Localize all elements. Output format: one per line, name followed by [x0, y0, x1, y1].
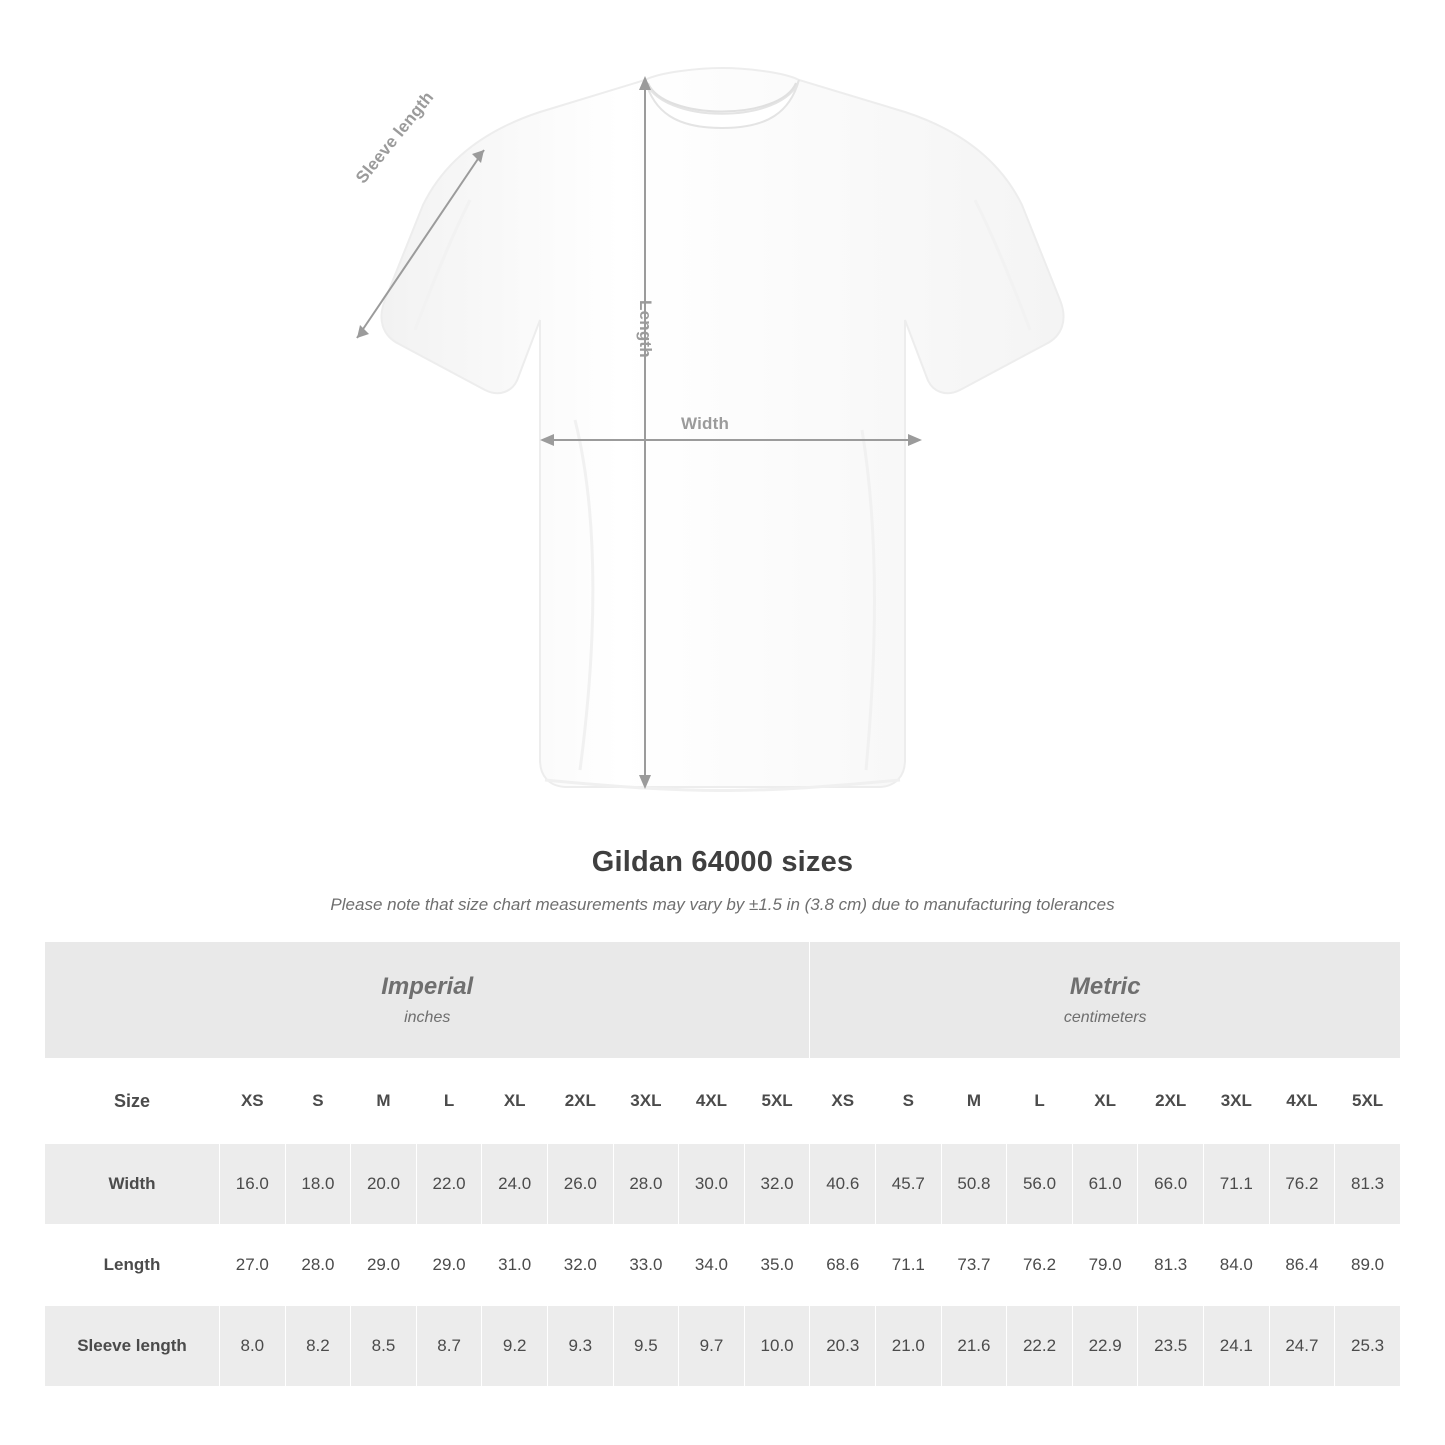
cell-length-14: 81.3	[1138, 1225, 1204, 1306]
size-header-row	[45, 1059, 1401, 1144]
cell-sleeve-15: 24.1	[1204, 1306, 1270, 1387]
cell-width-6: 28.0	[613, 1144, 679, 1225]
cell-width-4: 24.0	[482, 1144, 548, 1225]
cell-width-2: 20.0	[351, 1144, 417, 1225]
unit-metric-cell	[810, 942, 1401, 1059]
unit-imperial-cell	[45, 942, 810, 1059]
table-row	[45, 1144, 1401, 1225]
cell-width-15: 71.1	[1204, 1144, 1270, 1225]
unit-imperial-sub: inches	[404, 1009, 451, 1026]
header-col-s-imperial: S	[285, 1059, 351, 1144]
unit-metric-sub: centimeters	[1063, 1009, 1147, 1026]
header-col-4xl-imperial: 4XL	[679, 1059, 745, 1144]
cell-sleeve-17: 25.3	[1335, 1306, 1401, 1387]
cell-width-12: 56.0	[1007, 1144, 1073, 1225]
cell-length-13: 79.0	[1072, 1225, 1138, 1306]
cell-sleeve-9: 20.3	[810, 1306, 876, 1387]
header-col-5xl-metric: 5XL	[1335, 1059, 1401, 1144]
cell-sleeve-5: 9.3	[547, 1306, 613, 1387]
header-col-l-metric: L	[1007, 1059, 1073, 1144]
unit-header-row	[45, 942, 1401, 1059]
page-title: Gildan 64000 sizes	[591, 846, 854, 878]
header-col-l-imperial: L	[416, 1059, 482, 1144]
annotation-length: Length	[636, 300, 655, 358]
header-col-2xl-metric: 2XL	[1138, 1059, 1204, 1144]
cell-length-3: 29.0	[416, 1225, 482, 1306]
cell-width-13: 61.0	[1072, 1144, 1138, 1225]
cell-length-1: 28.0	[285, 1225, 351, 1306]
cell-sleeve-14: 23.5	[1138, 1306, 1204, 1387]
cell-width-7: 30.0	[679, 1144, 745, 1225]
cell-sleeve-4: 9.2	[482, 1306, 548, 1387]
measurement-note: Please note that size chart measurements may vary by ±1.5 in (3.8 cm) due to manufacturing tolerances	[330, 895, 1115, 914]
cell-length-6: 33.0	[613, 1225, 679, 1306]
annotation-sleeve-length: Sleeve length	[352, 87, 438, 187]
header-col-xs-imperial: XS	[220, 1059, 286, 1144]
cell-sleeve-0: 8.0	[220, 1306, 286, 1387]
header-col-5xl-imperial: 5XL	[744, 1059, 810, 1144]
row-label-width: Width	[45, 1144, 220, 1225]
cell-sleeve-16: 24.7	[1269, 1306, 1335, 1387]
cell-sleeve-6: 9.5	[613, 1306, 679, 1387]
cell-sleeve-3: 8.7	[416, 1306, 482, 1387]
header-col-xl-metric: XL	[1072, 1059, 1138, 1144]
header-col-s-metric: S	[876, 1059, 942, 1144]
cell-length-11: 73.7	[941, 1225, 1007, 1306]
unit-imperial-name: Imperial	[381, 973, 474, 1000]
table-row	[45, 1225, 1401, 1306]
cell-length-7: 34.0	[679, 1225, 745, 1306]
cell-width-1: 18.0	[285, 1144, 351, 1225]
row-label-sleeve-length: Sleeve length	[45, 1306, 220, 1387]
cell-sleeve-12: 22.2	[1007, 1306, 1073, 1387]
header-col-2xl-imperial: 2XL	[547, 1059, 613, 1144]
cell-width-16: 76.2	[1269, 1144, 1335, 1225]
unit-metric-name: Metric	[1069, 973, 1141, 1000]
cell-sleeve-7: 9.7	[679, 1306, 745, 1387]
cell-width-3: 22.0	[416, 1144, 482, 1225]
cell-width-11: 50.8	[941, 1144, 1007, 1225]
header-col-m-metric: M	[941, 1059, 1007, 1144]
cell-sleeve-8: 10.0	[744, 1306, 810, 1387]
cell-width-10: 45.7	[876, 1144, 942, 1225]
header-size-label: Size	[45, 1059, 220, 1144]
cell-length-8: 35.0	[744, 1225, 810, 1306]
size-table	[44, 941, 1401, 1387]
cell-length-16: 86.4	[1269, 1225, 1335, 1306]
cell-width-9: 40.6	[810, 1144, 876, 1225]
row-label-length: Length	[45, 1225, 220, 1306]
header-col-m-imperial: M	[351, 1059, 417, 1144]
title-block	[0, 846, 1445, 915]
cell-length-5: 32.0	[547, 1225, 613, 1306]
header-col-3xl-imperial: 3XL	[613, 1059, 679, 1144]
header-col-3xl-metric: 3XL	[1204, 1059, 1270, 1144]
cell-width-5: 26.0	[547, 1144, 613, 1225]
cell-length-15: 84.0	[1204, 1225, 1270, 1306]
size-table-wrapper	[44, 941, 1401, 1387]
cell-length-9: 68.6	[810, 1225, 876, 1306]
cell-width-14: 66.0	[1138, 1144, 1204, 1225]
cell-sleeve-13: 22.9	[1072, 1306, 1138, 1387]
header-col-4xl-metric: 4XL	[1269, 1059, 1335, 1144]
cell-width-17: 81.3	[1335, 1144, 1401, 1225]
header-col-xl-imperial: XL	[482, 1059, 548, 1144]
cell-length-0: 27.0	[220, 1225, 286, 1306]
table-row	[45, 1306, 1401, 1387]
header-col-xs-metric: XS	[810, 1059, 876, 1144]
cell-sleeve-2: 8.5	[351, 1306, 417, 1387]
cell-length-2: 29.0	[351, 1225, 417, 1306]
cell-length-10: 71.1	[876, 1225, 942, 1306]
cell-width-8: 32.0	[744, 1144, 810, 1225]
cell-length-17: 89.0	[1335, 1225, 1401, 1306]
cell-width-0: 16.0	[220, 1144, 286, 1225]
cell-length-4: 31.0	[482, 1225, 548, 1306]
cell-sleeve-11: 21.6	[941, 1306, 1007, 1387]
cell-length-12: 76.2	[1007, 1225, 1073, 1306]
annotation-width: Width	[681, 414, 730, 433]
cell-sleeve-1: 8.2	[285, 1306, 351, 1387]
cell-sleeve-10: 21.0	[876, 1306, 942, 1387]
